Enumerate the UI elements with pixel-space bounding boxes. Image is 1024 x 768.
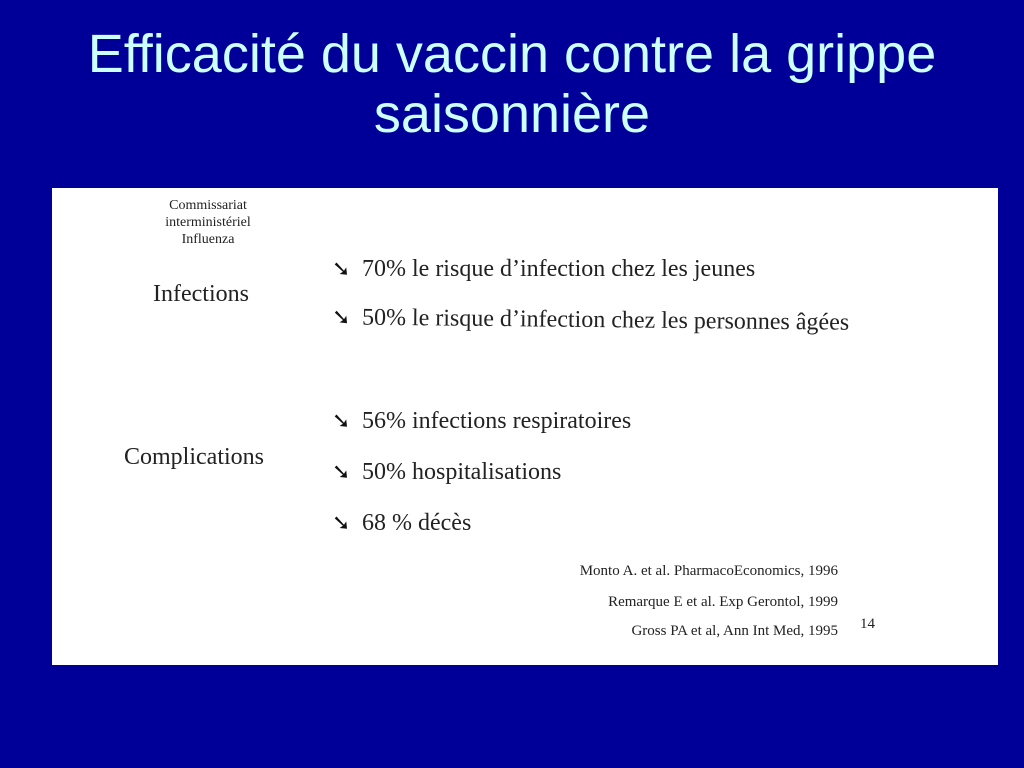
scanned-document-image — [52, 188, 998, 665]
complication-item-text: 56% infections respiratoires — [362, 408, 632, 434]
page-number: 14 — [860, 616, 875, 632]
infection-item — [332, 304, 849, 336]
reference-citation: Monto A. et al. PharmacoEconomics, 1996 — [579, 563, 838, 579]
source-line: interministériel — [165, 215, 251, 230]
source-line: Influenza — [181, 232, 235, 247]
complication-item — [332, 459, 561, 486]
infection-item-text: 70% le risque d’infection chez les jeunes — [362, 256, 756, 282]
slide-title: Efficacité du vaccin contre la grippe saisonnière — [87, 24, 937, 144]
complication-item — [332, 510, 471, 537]
arrow-down-right-icon: ➘ — [332, 409, 351, 434]
arrow-down-right-icon: ➘ — [332, 460, 351, 485]
arrow-down-right-icon: ➘ — [331, 305, 351, 331]
reference-citation: Gross PA et al, Ann Int Med, 1995 — [631, 623, 838, 639]
infections-label: Infections — [153, 281, 249, 307]
complications-label: Complications — [124, 444, 264, 470]
infection-item-text: 50% le risque d’infection chez les personnes âgées — [361, 304, 850, 336]
infection-item — [332, 256, 755, 283]
complication-item-text: 68 % décès — [362, 510, 472, 536]
arrow-down-right-icon: ➘ — [332, 257, 351, 282]
source-line: Commissariat — [169, 198, 247, 213]
source-organization — [138, 197, 278, 248]
complication-item — [332, 408, 631, 435]
reference-citation: Remarque E et al. Exp Gerontol, 1999 — [608, 594, 838, 610]
complication-item-text: 50% hospitalisations — [362, 459, 562, 485]
arrow-down-right-icon: ➘ — [332, 511, 351, 536]
